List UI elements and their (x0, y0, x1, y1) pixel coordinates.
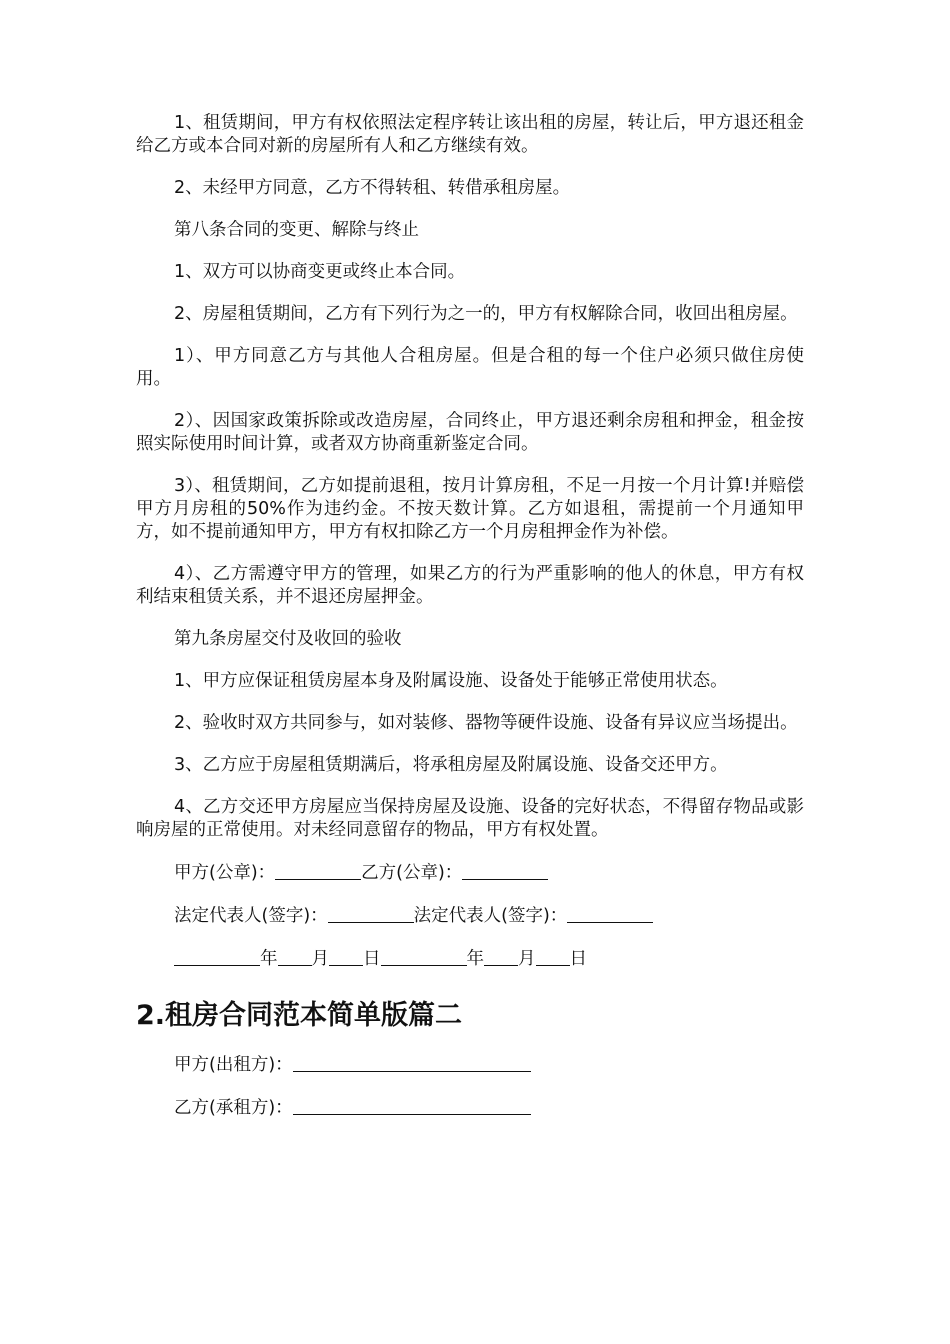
lessee-label: 乙方(承租方)： (174, 1098, 293, 1118)
party-a-seal-blank (275, 861, 361, 880)
clause-paragraph: 4）、乙方需遵守甲方的管理，如果乙方的行为严重影响的他人的休息，甲方有权利结束租赁关系，并不退还房屋押金。 (136, 564, 804, 607)
clause-paragraph: 4、乙方交还甲方房屋应当保持房屋及设施、设备的完好状态，不得留存物品或影响房屋的正常使用。对未经同意留存的物品，甲方有权处置。 (136, 797, 804, 840)
lessor-label: 甲方(出租方)： (174, 1055, 293, 1075)
year-label: 年 (466, 949, 484, 969)
day-b-blank (536, 947, 570, 966)
legal-rep-a-blank (328, 904, 414, 923)
legal-rep-b-label: 法定代表人(签字)： (413, 906, 568, 926)
day-label: 日 (569, 949, 587, 969)
legal-rep-b-blank (567, 904, 653, 923)
clause-paragraph: 2、验收时双方共同参与，如对装修、器物等硬件设施、设备有异议应当场提出。 (174, 713, 798, 733)
lessor-line (136, 1053, 804, 1077)
party-a-seal-label: 甲方(公章)： (174, 863, 276, 883)
clause-paragraph: 1）、甲方同意乙方与其他人合租房屋。但是合租的每一个住户必须只做住房使用。 (136, 346, 804, 389)
seal-signature-line (136, 861, 804, 885)
clause-paragraph: 2、房屋租赁期间，乙方有下列行为之一的，甲方有权解除合同，收回出租房屋。 (174, 304, 798, 324)
legal-rep-a-label: 法定代表人(签字)： (174, 906, 328, 926)
year-label: 年 (260, 949, 278, 969)
clause-paragraph: 1、租赁期间，甲方有权依照法定程序转让该出租的房屋，转让后，甲方退还租金给乙方或本合同对新的房屋所有人和乙方继续有效。 (136, 113, 804, 156)
lessee-blank (293, 1096, 531, 1115)
party-b-seal-blank (462, 861, 548, 880)
date-line (136, 947, 804, 971)
section-heading: 2.租房合同范本简单版篇二 (136, 1000, 463, 1031)
document-page (136, 112, 804, 1139)
clause-paragraph: 1、甲方应保证租赁房屋本身及附属设施、设备处于能够正常使用状态。 (174, 671, 728, 691)
lessor-blank (293, 1053, 531, 1072)
month-label: 月 (311, 949, 329, 969)
lessee-line (136, 1096, 804, 1120)
month-b-blank (484, 947, 518, 966)
year-b-blank (381, 947, 467, 966)
month-a-blank (278, 947, 312, 966)
legal-rep-signature-line (136, 904, 804, 928)
clause-paragraph: 3）、租赁期间，乙方如提前退租，按月计算房租，不足一月按一个月计算!并赔偿甲方月房租的50%作为违约金。不按天数计算。乙方如退租，需提前一个月通知甲方，如不提前通知甲方，甲方有权扣除乙方一个月房租押金作为补偿。 (136, 476, 804, 542)
party-b-seal-label: 乙方(公章)： (361, 863, 463, 883)
year-a-blank (174, 947, 260, 966)
clause-paragraph: 3、乙方应于房屋租赁期满后，将承租房屋及附属设施、设备交还甲方。 (174, 755, 728, 775)
clause-paragraph: 2）、因国家政策拆除或改造房屋，合同终止，甲方退还剩余房租和押金，租金按照实际使用时间计算，或者双方协商重新鉴定合同。 (136, 411, 804, 454)
month-label: 月 (518, 949, 536, 969)
day-label: 日 (363, 949, 381, 969)
clause-paragraph: 1、双方可以协商变更或终止本合同。 (174, 262, 466, 282)
clause-paragraph: 2、未经甲方同意，乙方不得转租、转借承租房屋。 (174, 178, 571, 198)
day-a-blank (329, 947, 363, 966)
article-heading: 第九条房屋交付及收回的验收 (174, 629, 402, 649)
article-heading: 第八条合同的变更、解除与终止 (174, 220, 419, 240)
